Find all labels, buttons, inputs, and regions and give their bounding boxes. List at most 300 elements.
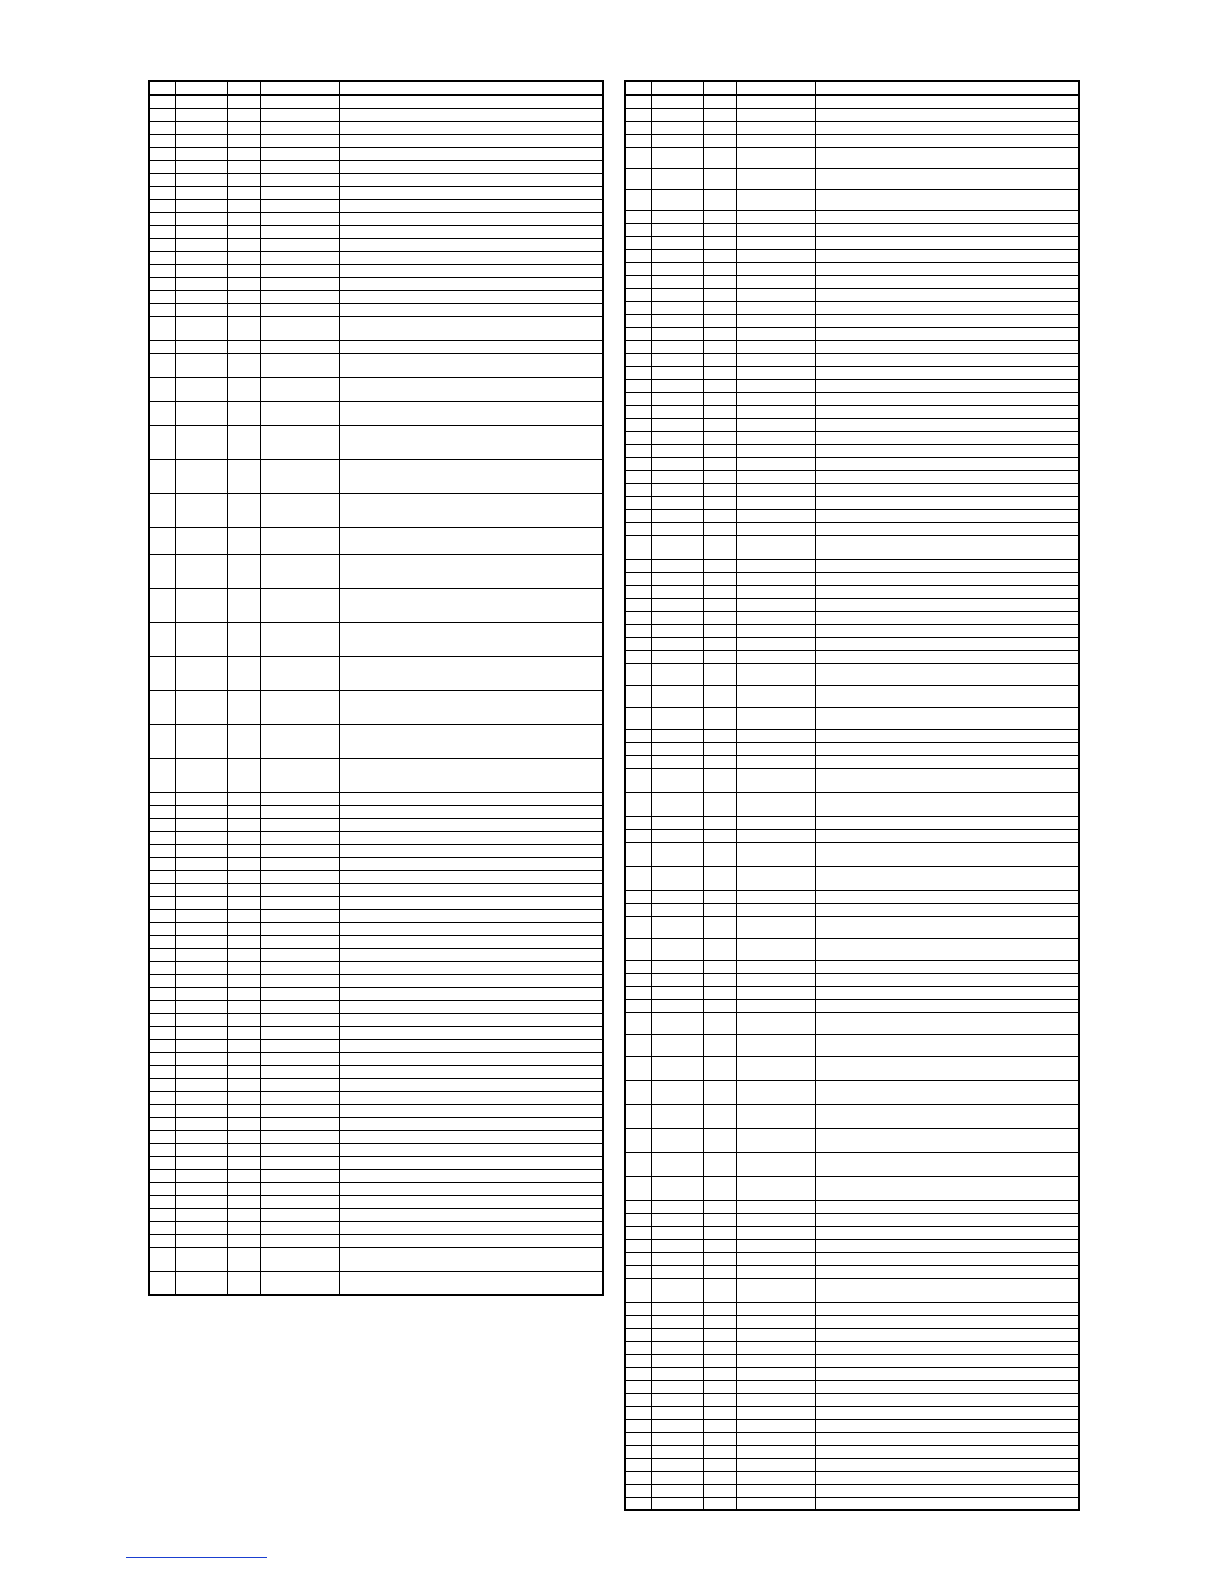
table-cell (149, 1271, 175, 1295)
column-header (703, 81, 736, 95)
table-cell (651, 938, 703, 960)
table-cell (260, 290, 339, 303)
table-cell (736, 379, 815, 392)
column-header (149, 81, 175, 95)
table-cell (703, 496, 736, 509)
table-row (149, 1039, 603, 1052)
table-cell (736, 960, 815, 973)
table-cell (651, 572, 703, 585)
table-cell (227, 690, 260, 724)
table-cell (651, 1034, 703, 1056)
table-cell (625, 1128, 651, 1152)
table-cell (736, 509, 815, 522)
table-cell (227, 340, 260, 353)
table-cell (625, 890, 651, 903)
table-cell (149, 1104, 175, 1117)
table-cell (175, 1221, 227, 1234)
table-row (625, 1056, 1079, 1080)
table-row (149, 238, 603, 251)
table-cell (625, 1432, 651, 1445)
table-cell (703, 598, 736, 611)
table-cell (703, 742, 736, 755)
table-cell (815, 1302, 1079, 1315)
table-cell (227, 251, 260, 264)
table-cell (815, 792, 1079, 816)
table-cell (339, 1078, 603, 1091)
table-row (625, 1080, 1079, 1104)
table-cell (815, 168, 1079, 189)
table-cell (175, 290, 227, 303)
table-cell (703, 916, 736, 938)
table-row (149, 909, 603, 922)
table-cell (815, 223, 1079, 236)
table-cell (260, 818, 339, 831)
table-cell (149, 622, 175, 656)
table-cell (651, 611, 703, 624)
table-cell (175, 225, 227, 238)
table-cell (736, 1471, 815, 1484)
table-cell (149, 121, 175, 134)
table-cell (625, 792, 651, 816)
table-cell (651, 707, 703, 729)
table-cell (703, 509, 736, 522)
table-cell (227, 173, 260, 186)
table-row (625, 496, 1079, 509)
table-cell (651, 522, 703, 535)
table-cell (703, 572, 736, 585)
table-cell (815, 470, 1079, 483)
table-cell (736, 1341, 815, 1354)
table-cell (260, 1039, 339, 1052)
table-cell (651, 585, 703, 598)
table-cell (339, 1234, 603, 1247)
table-cell (703, 1302, 736, 1315)
table-cell (651, 262, 703, 275)
table-cell (339, 459, 603, 493)
table-cell (175, 974, 227, 987)
table-cell (260, 1271, 339, 1295)
table-cell (260, 690, 339, 724)
table-cell (736, 1034, 815, 1056)
table-cell (227, 935, 260, 948)
table-cell (703, 108, 736, 121)
table-cell (703, 1278, 736, 1302)
table-row (625, 1265, 1079, 1278)
table-cell (736, 938, 815, 960)
table-cell (703, 134, 736, 147)
table-row (149, 1013, 603, 1026)
table-cell (175, 527, 227, 554)
table-cell (175, 961, 227, 974)
table-cell (703, 663, 736, 685)
table-cell (227, 896, 260, 909)
table-cell (260, 238, 339, 251)
table-cell (651, 624, 703, 637)
table-cell (175, 870, 227, 883)
table-row (149, 121, 603, 134)
table-cell (651, 509, 703, 522)
table-cell (227, 1208, 260, 1221)
table-cell (703, 1080, 736, 1104)
table-cell (260, 527, 339, 554)
table-cell (736, 470, 815, 483)
table-cell (703, 1213, 736, 1226)
table-cell (815, 1380, 1079, 1393)
table-cell (703, 585, 736, 598)
table-cell (651, 1354, 703, 1367)
table-row (149, 95, 603, 108)
table-cell (815, 1152, 1079, 1176)
table-cell (339, 792, 603, 805)
table-cell (175, 95, 227, 108)
table-cell (651, 1432, 703, 1445)
table-cell (625, 903, 651, 916)
table-cell (651, 1080, 703, 1104)
table-cell (339, 1065, 603, 1078)
table-cell (175, 1234, 227, 1247)
column-header (339, 81, 603, 95)
table-cell (815, 624, 1079, 637)
table-row (149, 108, 603, 121)
table-cell (625, 249, 651, 262)
table-cell (227, 974, 260, 987)
table-cell (149, 948, 175, 961)
table-cell (260, 1104, 339, 1117)
table-cell (260, 459, 339, 493)
table-cell (175, 1247, 227, 1271)
table-cell (736, 1226, 815, 1239)
table-row (149, 134, 603, 147)
table-cell (703, 903, 736, 916)
table-cell (651, 189, 703, 210)
table-row (149, 225, 603, 238)
table-row (625, 1278, 1079, 1302)
table-cell (149, 870, 175, 883)
table-cell (651, 1278, 703, 1302)
table-row (149, 1000, 603, 1013)
table-cell (227, 1052, 260, 1065)
table-cell (625, 1419, 651, 1432)
table-cell (736, 999, 815, 1012)
table-cell (260, 792, 339, 805)
table-cell (703, 755, 736, 768)
table-cell (149, 818, 175, 831)
table-cell (149, 1065, 175, 1078)
table-row (149, 974, 603, 987)
table-cell (736, 842, 815, 866)
table-cell (625, 134, 651, 147)
table-cell (227, 316, 260, 340)
table-cell (815, 236, 1079, 249)
table-cell (175, 186, 227, 199)
table-cell (149, 1221, 175, 1234)
table-cell (260, 974, 339, 987)
table-cell (625, 509, 651, 522)
table-cell (260, 805, 339, 818)
table-cell (227, 1104, 260, 1117)
table-cell (736, 1213, 815, 1226)
table-cell (260, 1013, 339, 1026)
table-cell (149, 316, 175, 340)
table-cell (651, 301, 703, 314)
table-cell (815, 866, 1079, 890)
table-row (625, 1445, 1079, 1458)
table-cell (625, 1265, 651, 1278)
table-cell (651, 1445, 703, 1458)
table-row (149, 1247, 603, 1271)
table-cell (149, 264, 175, 277)
table-cell (625, 95, 651, 108)
table-cell (260, 1117, 339, 1130)
table-row (625, 729, 1079, 742)
table-cell (339, 935, 603, 948)
table-row (149, 844, 603, 857)
table-cell (175, 1039, 227, 1052)
table-cell (625, 1213, 651, 1226)
table-cell (339, 199, 603, 212)
table-cell (736, 663, 815, 685)
table-cell (260, 186, 339, 199)
table-cell (815, 1458, 1079, 1471)
table-cell (815, 1080, 1079, 1104)
table-cell (703, 1458, 736, 1471)
table-cell (149, 1091, 175, 1104)
table-cell (736, 95, 815, 108)
table-cell (260, 857, 339, 870)
table-row (149, 857, 603, 870)
table-cell (149, 974, 175, 987)
table-cell (339, 1143, 603, 1156)
table-cell (736, 1432, 815, 1445)
table-cell (651, 108, 703, 121)
table-cell (625, 742, 651, 755)
table-cell (339, 1247, 603, 1271)
table-cell (625, 816, 651, 829)
table-cell (175, 340, 227, 353)
table-cell (651, 147, 703, 168)
table-cell (651, 1056, 703, 1080)
table-cell (260, 922, 339, 935)
table-cell (625, 1354, 651, 1367)
table-cell (651, 1226, 703, 1239)
table-cell (651, 1328, 703, 1341)
table-cell (703, 1328, 736, 1341)
table-row (149, 935, 603, 948)
table-row (149, 1143, 603, 1156)
table-cell (815, 444, 1079, 457)
table-cell (625, 707, 651, 729)
table-cell (651, 379, 703, 392)
table-row (149, 896, 603, 909)
table-cell (651, 353, 703, 366)
table-cell (703, 1200, 736, 1213)
table-cell (339, 883, 603, 896)
table-cell (227, 147, 260, 160)
table-cell (625, 1226, 651, 1239)
table-cell (736, 1080, 815, 1104)
table-cell (149, 1013, 175, 1026)
column-header (260, 81, 339, 95)
table-row (149, 1169, 603, 1182)
table-cell (625, 768, 651, 792)
table-cell (703, 431, 736, 444)
table-cell (625, 1406, 651, 1419)
table-cell (651, 314, 703, 327)
table-row (625, 392, 1079, 405)
table-row (149, 554, 603, 588)
table-cell (703, 1012, 736, 1034)
table-row (149, 1182, 603, 1195)
table-cell (260, 264, 339, 277)
table-cell (651, 768, 703, 792)
table-row (625, 1302, 1079, 1315)
table-cell (815, 301, 1079, 314)
table-row (625, 483, 1079, 496)
table-cell (736, 1380, 815, 1393)
table-cell (815, 707, 1079, 729)
table-cell (339, 238, 603, 251)
table-cell (227, 303, 260, 316)
table-row (149, 316, 603, 340)
table-cell (736, 1419, 815, 1432)
table-row (625, 559, 1079, 572)
table-cell (625, 598, 651, 611)
table-cell (736, 275, 815, 288)
table-row (625, 1252, 1079, 1265)
table-cell (703, 559, 736, 572)
table-cell (339, 922, 603, 935)
table-cell (260, 554, 339, 588)
table-cell (703, 1471, 736, 1484)
table-cell (149, 147, 175, 160)
table-cell (149, 857, 175, 870)
table-cell (625, 275, 651, 288)
table-cell (651, 327, 703, 340)
table-cell (651, 121, 703, 134)
table-cell (227, 212, 260, 225)
table-cell (651, 236, 703, 249)
table-cell (736, 1265, 815, 1278)
table-cell (815, 650, 1079, 663)
table-row (149, 212, 603, 225)
footer-link[interactable] (126, 1557, 267, 1558)
table-row (149, 831, 603, 844)
table-row (149, 818, 603, 831)
table-cell (149, 792, 175, 805)
table-row (625, 842, 1079, 866)
table-cell (736, 973, 815, 986)
table-cell (175, 108, 227, 121)
table-row (625, 189, 1079, 210)
table-cell (736, 916, 815, 938)
table-cell (736, 903, 815, 916)
table-cell (260, 758, 339, 792)
table-row (625, 509, 1079, 522)
table-cell (260, 831, 339, 844)
table-row (625, 598, 1079, 611)
table-cell (703, 866, 736, 890)
table-cell (227, 353, 260, 377)
table-cell (175, 896, 227, 909)
table-cell (339, 554, 603, 588)
table-cell (227, 108, 260, 121)
table-cell (625, 522, 651, 535)
table-cell (175, 121, 227, 134)
table-cell (339, 225, 603, 238)
table-cell (651, 1497, 703, 1510)
table-cell (149, 251, 175, 264)
table-row (149, 173, 603, 186)
table-cell (227, 134, 260, 147)
table-cell (736, 189, 815, 210)
table-cell (815, 1419, 1079, 1432)
table-cell (736, 755, 815, 768)
table-cell (260, 1195, 339, 1208)
table-cell (227, 264, 260, 277)
table-cell (736, 496, 815, 509)
table-cell (175, 1156, 227, 1169)
table-row (625, 535, 1079, 559)
table-cell (736, 1104, 815, 1128)
table-cell (339, 1221, 603, 1234)
table-cell (815, 189, 1079, 210)
table-cell (339, 121, 603, 134)
table-cell (149, 844, 175, 857)
table-cell (703, 470, 736, 483)
table-cell (703, 275, 736, 288)
table-row (625, 685, 1079, 707)
table-row (625, 768, 1079, 792)
table-cell (651, 496, 703, 509)
table-cell (149, 554, 175, 588)
table-cell (260, 225, 339, 238)
table-cell (703, 986, 736, 999)
table-row (149, 340, 603, 353)
table-row (625, 1497, 1079, 1510)
table-cell (815, 121, 1079, 134)
table-cell (703, 457, 736, 470)
table-cell (227, 1091, 260, 1104)
table-cell (260, 160, 339, 173)
table-cell (227, 225, 260, 238)
table-row (149, 1195, 603, 1208)
table-cell (815, 1176, 1079, 1200)
table-cell (227, 1065, 260, 1078)
table-cell (736, 585, 815, 598)
table-cell (149, 212, 175, 225)
table-cell (260, 1130, 339, 1143)
table-cell (149, 961, 175, 974)
table-cell (651, 1458, 703, 1471)
table-cell (815, 1278, 1079, 1302)
table-row (149, 1234, 603, 1247)
table-cell (651, 223, 703, 236)
table-cell (703, 223, 736, 236)
table-cell (703, 1341, 736, 1354)
table-cell (625, 1034, 651, 1056)
table-cell (260, 134, 339, 147)
table-cell (175, 316, 227, 340)
table-cell (175, 353, 227, 377)
table-cell (175, 493, 227, 527)
table-cell (625, 431, 651, 444)
table-cell (625, 1302, 651, 1315)
table-cell (815, 1354, 1079, 1367)
table-cell (175, 1117, 227, 1130)
table-cell (339, 1052, 603, 1065)
table-cell (736, 598, 815, 611)
table-cell (149, 831, 175, 844)
